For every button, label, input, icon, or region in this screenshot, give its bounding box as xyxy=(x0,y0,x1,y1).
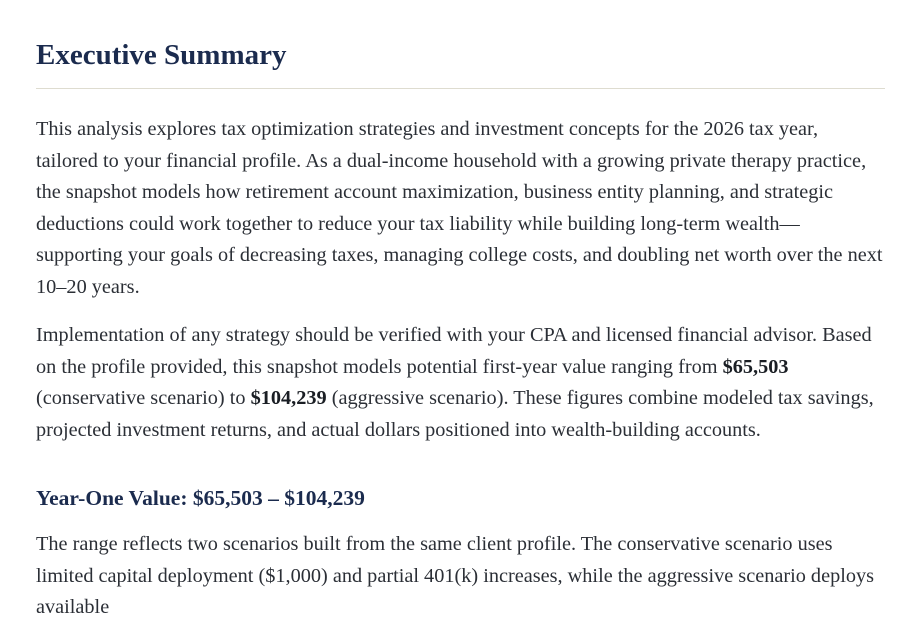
title-divider xyxy=(36,88,885,89)
value-range-text-middle: (conservative scenario) to xyxy=(36,387,251,409)
section-heading-year-one: Year-One Value: $65,503 – $104,239 xyxy=(36,486,365,510)
conservative-value: $65,503 xyxy=(722,355,789,378)
year-one-paragraph: The range reflects two scenarios built from the same client profile. The conservative scenario uses limited capital deployment ($1,000) and partial 401(k) increases, while the aggressive scenario deploys available xyxy=(36,533,875,618)
value-range-text-after: (aggressive scenario). These figures combine modeled tax savings, projected investment returns, and actual dollars positioned into wealth-building accounts. xyxy=(36,387,874,441)
value-range-text-before: Implementation of any strategy should be verified with your CPA and licensed financial advisor. Based on the profile provided, this snapshot models potential first-year value ranging from xyxy=(36,324,872,378)
page-title: Executive Summary xyxy=(36,39,287,71)
summary-paragraph-intro: This analysis explores tax optimization strategies and investment concepts for the 2026 tax year, tailored to your financial profile. As a dual-income household with a growing private therapy practice, the snapshot models how retirement account maximization, business entity planning, and strategic deductions could work together to reduce your tax liability while building long-term wealth—supporting your goals of decreasing taxes, managing college costs, and doubling net worth over the next 10–20 years. xyxy=(36,118,883,298)
aggressive-value: $104,239 xyxy=(250,387,327,409)
summary-paragraph-value-range xyxy=(36,320,884,446)
